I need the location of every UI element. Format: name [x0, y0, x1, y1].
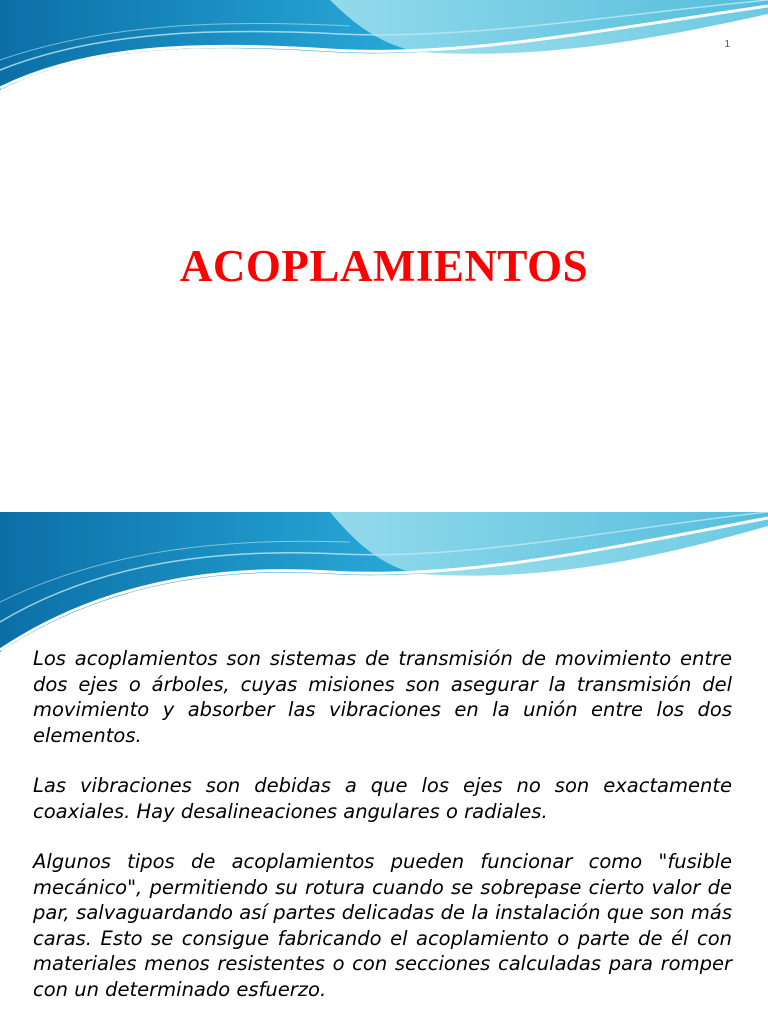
paragraph: Algunos tipos de acoplamientos pueden funcionar como "fusible mecánico", permitiendo su rotura cuando se sobrepase cierto valor de par, salvaguardando así partes delicadas de la instalación que son más caras. Esto se consigue fabricando el acoplamiento o parte de él con materiales menos resistentes o con secciones calculadas para romper con un determinado esfuerzo.	[33, 850, 732, 1001]
slide-title: ACOPLAMIENTOS	[179, 241, 589, 291]
paragraph: Las vibraciones son debidas a que los ejes no son exactamente coaxiales. Hay desalineaciones angulares o radiales.	[33, 774, 732, 823]
page-number: 1	[724, 39, 730, 50]
header-wave-decoration	[0, 0, 768, 140]
header-wave-decoration	[0, 512, 768, 652]
paragraph: Los acoplamientos son sistemas de transmisión de movimiento entre dos ejes o árboles, cuyas misiones son asegurar la transmisión del movimiento y absorber las vibraciones en la unión entre los dos elementos.	[33, 647, 732, 747]
slide-2	[0, 512, 768, 1024]
slide-body	[33, 646, 732, 1024]
